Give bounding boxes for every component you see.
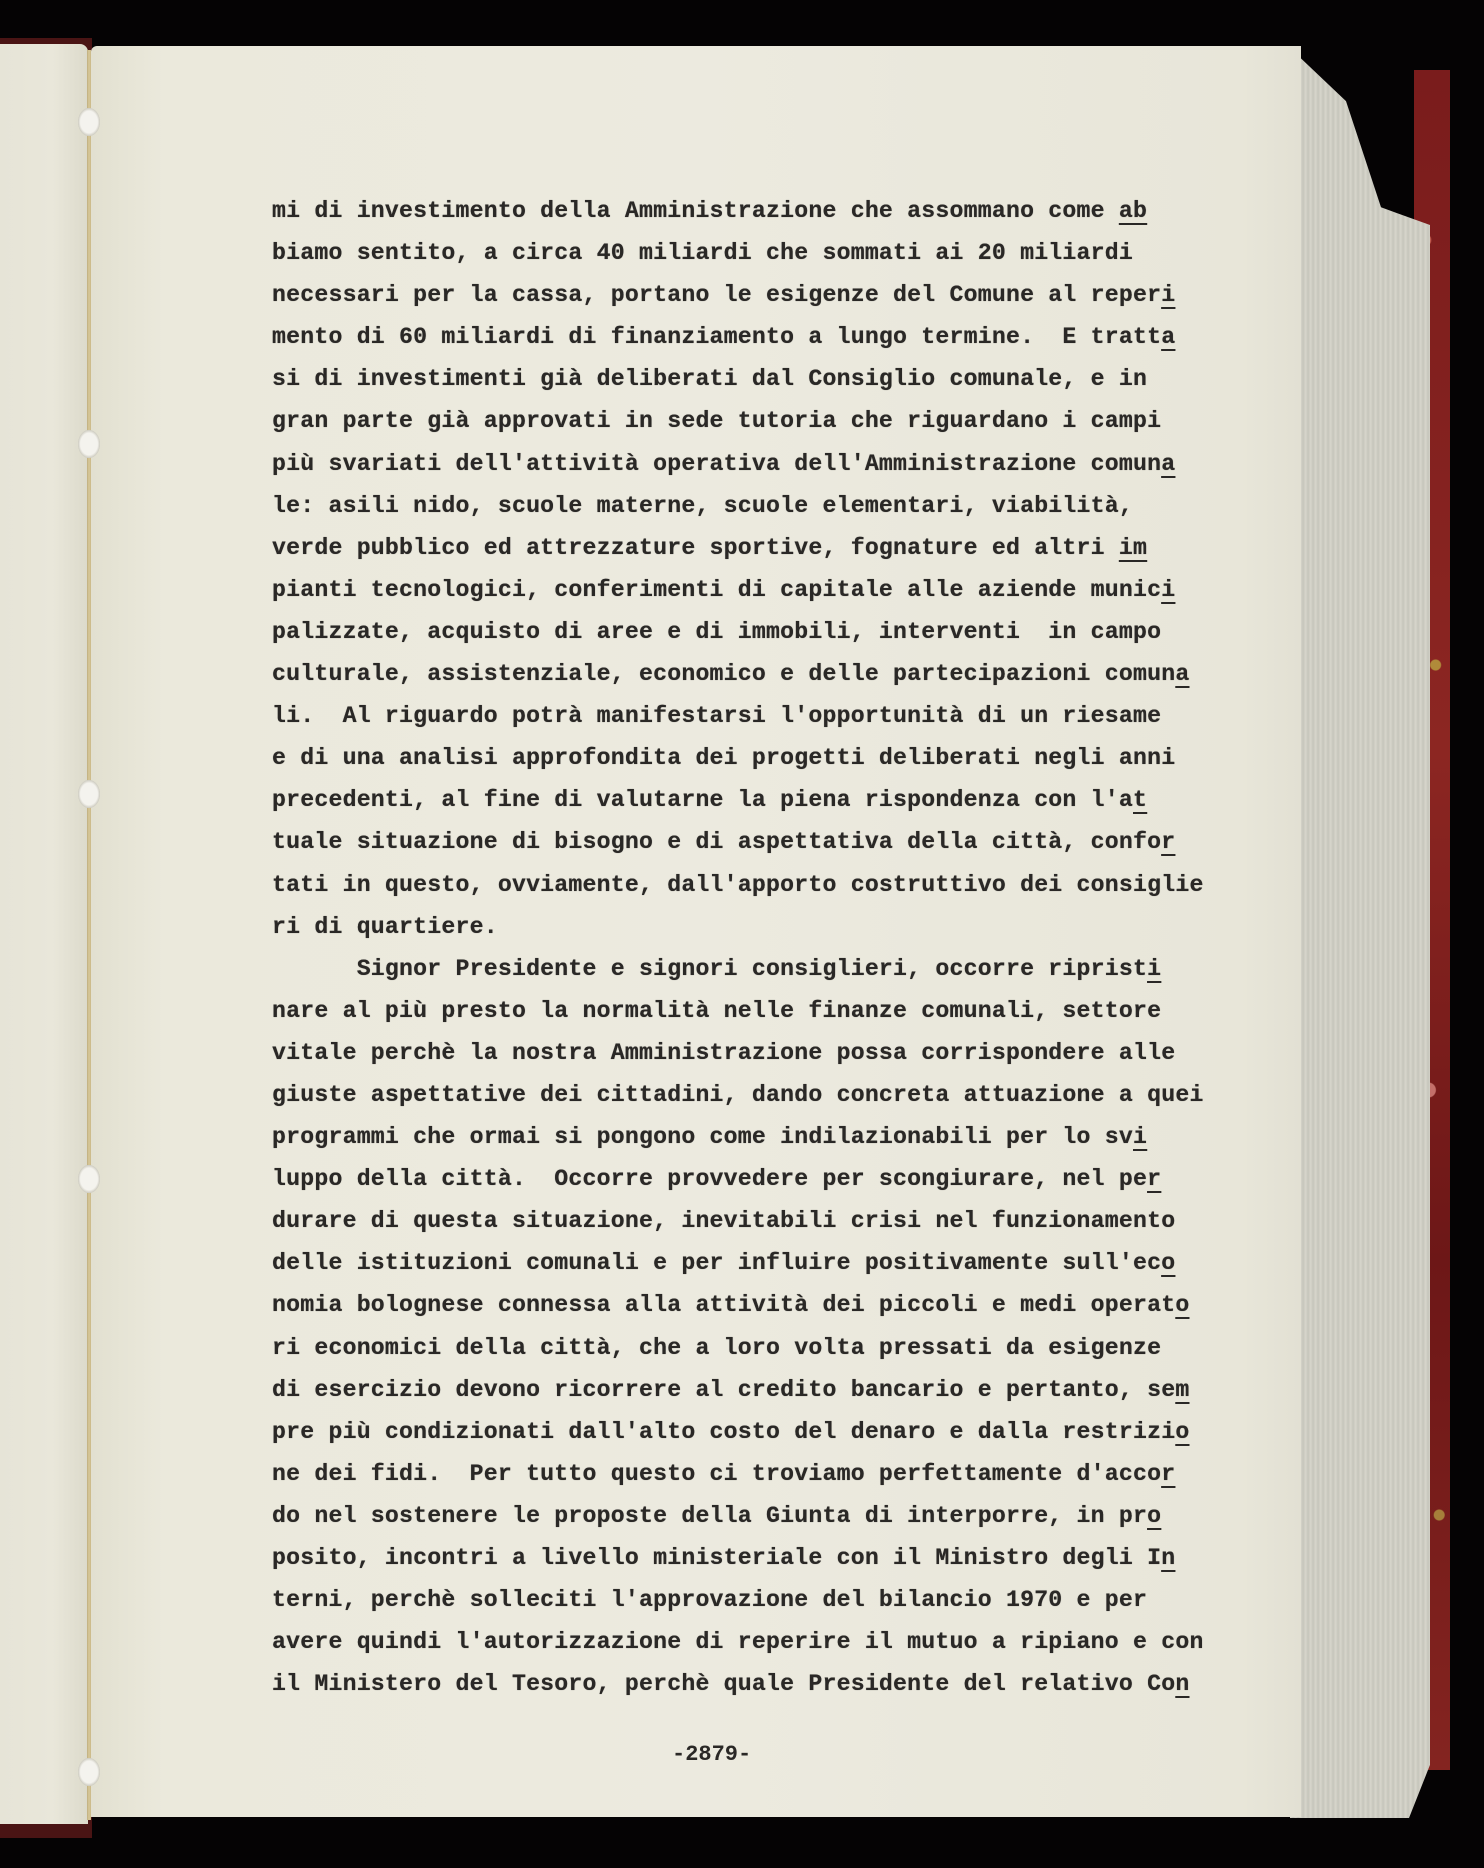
line-text: nomia bolognese connessa alla attività dei piccoli e medi operat [272,1292,1176,1319]
line-text: vitale perchè la nostra Amministrazione possa corrispondere alle [272,1039,1176,1066]
text-line [272,443,1252,485]
syllable-break-underlined: o [1147,1502,1162,1529]
line-text: mi di investimento della Amministrazione che assommano come [272,198,1119,224]
line-text: posito, incontri a livello ministeriale con il Ministro degli I [272,1545,1162,1571]
text-line [272,1495,1252,1537]
text-line [272,779,1252,821]
syllable-break-underlined: t [1133,787,1148,814]
line-text: mento di 60 miliardi di finanziamento a lungo termine. E tratt [272,324,1162,351]
syllable-break-underlined: n [1175,1671,1190,1698]
text-line [272,990,1252,1032]
text-line [272,695,1252,737]
text-line [272,1327,1252,1369]
text-line [272,737,1252,779]
text-line [272,358,1252,400]
text-line [272,821,1252,863]
line-text: biamo sentito, a circa 40 miliardi che sommati ai 20 miliardi [272,240,1134,267]
line-text: avere quindi l'autorizzazione di reperire il mutuo a ripiano e con [272,1629,1204,1656]
text-line [272,1663,1252,1705]
text-line [272,485,1252,527]
book-gutter [87,50,91,1820]
line-text: ri di quartiere. [272,913,498,940]
text-line [272,1453,1252,1495]
syllable-break-underlined: i [1133,1124,1148,1151]
typewritten-body-text [272,190,1252,1705]
line-text: li. Al riguardo potrà manifestarsi l'opportunità di un riesame [272,703,1162,730]
line-text: ri economici della città, che a loro volta pressati da esigenze [272,1334,1162,1361]
text-line [272,569,1252,611]
text-line [272,1537,1252,1579]
line-text: durare di questa situazione, inevitabili crisi nel funzionamento [272,1208,1176,1235]
page-stack-edge [1290,48,1430,1818]
line-text: ne dei fidi. Per tutto questo ci troviamo perfettamente d'acco [272,1460,1162,1487]
syllable-break-underlined: m [1175,1376,1190,1403]
line-text: gran parte già approvati in sede tutoria che riguardano i campi [272,408,1162,435]
text-line [272,653,1252,695]
line-text: terni, perchè solleciti l'approvazione del bilancio 1970 e per [272,1587,1148,1614]
line-text: precedenti, al fine di valutarne la piena rispondenza con l'a [272,787,1134,814]
syllable-break-underlined: a [1175,661,1190,688]
line-text: palizzate, acquisto di aree e di immobili, interventi in campo [272,618,1162,645]
line-text: programmi che ormai si pongono come indilazionabili per lo sv [272,1124,1134,1151]
line-text: tuale situazione di bisogno e di aspettativa della città, confo [272,829,1162,856]
text-line [272,1284,1252,1326]
text-line [272,274,1252,316]
line-text: più svariati dell'attività operativa dell'Amministrazione comun [272,450,1162,477]
line-text: do nel sostenere le proposte della Giunta di interporre, in pr [272,1502,1148,1529]
line-text: di esercizio devono ricorrere al credito bancario e pertanto, se [272,1376,1176,1403]
line-text: il Ministero del Tesoro, perchè quale Presidente del relativo Co [272,1671,1176,1698]
text-line [272,611,1252,653]
binding-tab [78,108,100,136]
text-line [272,190,1252,232]
text-line [272,1411,1252,1453]
line-text: culturale, assistenziale, economico e delle partecipazioni comun [272,661,1176,688]
syllable-break-underlined: n [1161,1545,1176,1571]
syllable-break-underlined: i [1147,955,1162,982]
syllable-break-underlined: r [1161,1460,1176,1487]
line-text: le: asili nido, scuole materne, scuole elementari, viabilità, [272,492,1134,519]
syllable-break-underlined: o [1161,1250,1176,1277]
line-text: verde pubblico ed attrezzature sportive, fognature ed altri [272,534,1119,561]
text-line [272,400,1252,442]
binding-tab [78,430,100,458]
text-line [272,1032,1252,1074]
line-text: luppo della città. Occorre provvedere per scongiurare, nel pe [272,1166,1148,1193]
text-line [272,948,1252,990]
text-line [272,1621,1252,1663]
syllable-break-underlined: i [1161,282,1176,309]
text-line [272,1200,1252,1242]
line-text: si di investimenti già deliberati dal Consiglio comunale, e in [272,366,1148,393]
line-text: necessari per la cassa, portano le esigenze del Comune al reper [272,282,1162,309]
text-line [272,1074,1252,1116]
text-line [272,906,1252,948]
text-line [272,864,1252,906]
text-line [272,527,1252,569]
text-line [272,232,1252,274]
line-text: nare al più presto la normalità nelle finanze comunali, settore [272,997,1162,1024]
line-text: e di una analisi approfondita dei progetti deliberati negli anni [272,745,1176,772]
syllable-break-underlined: a [1161,450,1176,477]
syllable-break-underlined: ab [1118,198,1148,224]
syllable-break-underlined: im [1118,534,1148,561]
text-line [272,1158,1252,1200]
syllable-break-underlined: i [1161,576,1176,603]
line-text: giuste aspettative dei cittadini, dando concreta attuazione a quei [272,1081,1204,1108]
text-line [272,316,1252,358]
left-page-edge [0,44,88,1824]
page-number: -2879- [672,1742,752,1767]
line-text: tati in questo, ovviamente, dall'apporto costruttivo dei consiglie [272,871,1204,898]
syllable-break-underlined: r [1161,829,1176,856]
line-text: pre più condizionati dall'alto costo del denaro e dalla restrizi [272,1418,1176,1445]
text-line [272,1579,1252,1621]
binding-tab [78,1165,100,1193]
line-text: pianti tecnologici, conferimenti di capitale alle aziende munic [272,576,1162,603]
line-text: Signor Presidente e signori consiglieri, occorre riprist [272,955,1148,982]
syllable-break-underlined: o [1175,1418,1190,1445]
line-text: delle istituzioni comunali e per influire positivamente sull'ec [272,1250,1162,1277]
syllable-break-underlined: o [1175,1292,1190,1319]
text-line [272,1116,1252,1158]
binding-tab [78,780,100,808]
binding-tab [78,1758,100,1786]
syllable-break-underlined: a [1161,324,1176,351]
text-line [272,1369,1252,1411]
syllable-break-underlined: r [1147,1166,1162,1193]
text-line [272,1242,1252,1284]
